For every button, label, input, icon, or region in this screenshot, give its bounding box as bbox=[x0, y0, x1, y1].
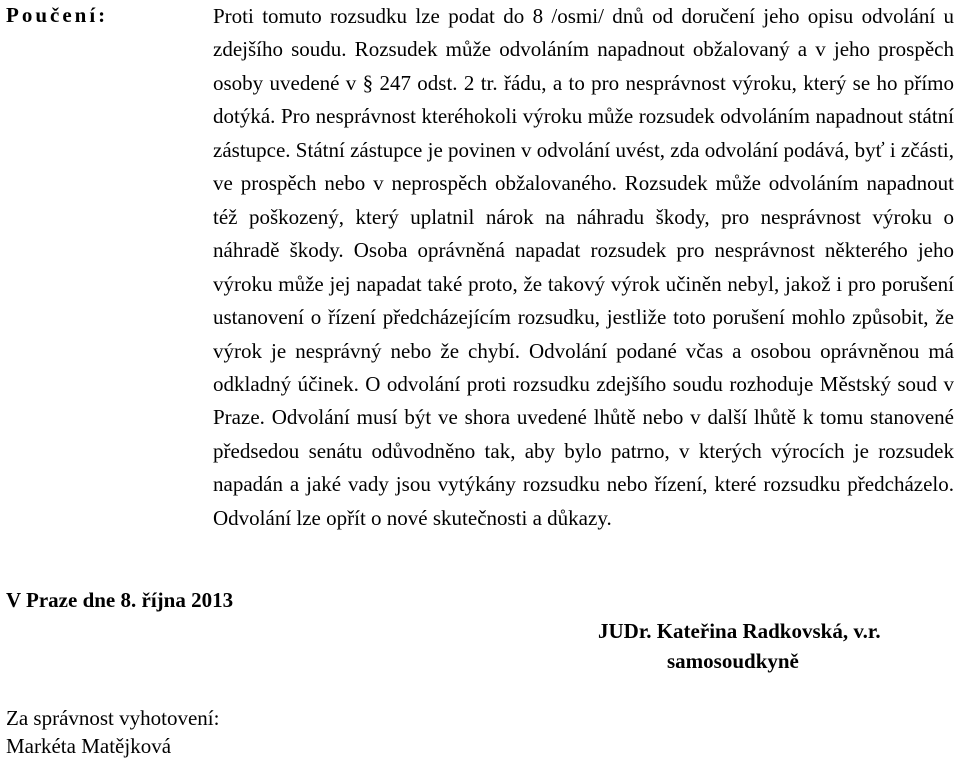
judge-signature-name: JUDr. Kateřina Radkovská, v.r. bbox=[598, 619, 881, 643]
place-date: V Praze dne 8. října 2013 bbox=[6, 588, 234, 612]
judge-signature-title: samosoudkyně bbox=[667, 649, 799, 673]
certification-label: Za správnost vyhotovení: bbox=[6, 706, 220, 730]
instruction-paragraph: Proti tomuto rozsudku lze podat do 8 /osmi/ dnů od doručení jeho opisu odvolání u zdejšího soudu. Rozsudek může odvoláním napadnout obžalovaný a v jeho prospěch osoby uvedené v § 247 odst. 2 tr. řádu, a to pro nesprávnost výroku, který se ho přímo dotýká. Pro nesprávnost kteréhokoli výroku může rozsudek odvoláním napadnout státní zástupce. Státní zástupce je povinen v odvolání uvést, zda odvolání podává, byť i zčásti, ve prospěch nebo v neprospěch obžalovaného. Rozsudek může odvoláním napadnout též poškozený, který uplatnil nárok na náhradu škody, pro nesprávnost výroku o náhradě škody. Osoba oprávněná napadat rozsudek pro nesprávnost některého jeho výroku může jej napadat také proto, že takový výrok učiněn nebyl, jakož i pro porušení ustanovení o řízení předcházejícím rozsudku, jestliže toto porušení mohlo způsobit, že výrok je nesprávný nebo že chybí. Odvolání podané včas a osobou oprávněnou má odkladný účinek. O odvolání proti rozsudku zdejšího soudu rozhoduje Městský soud v Praze. Odvolání musí být ve shora uvedené lhůtě nebo v další lhůtě k tomu stanovené předsedou senátu odůvodněno tak, aby bylo patrno, v kterých výrocích je rozsudek napadán a jaké vady jsou vytýkány rozsudku nebo řízení, které rozsudku předcházelo. Odvolání lze opřít o nové skutečnosti a důkazy. bbox=[213, 4, 954, 530]
certification-name: Markéta Matějková bbox=[6, 734, 172, 758]
instruction-label: Poučení: bbox=[6, 3, 109, 27]
